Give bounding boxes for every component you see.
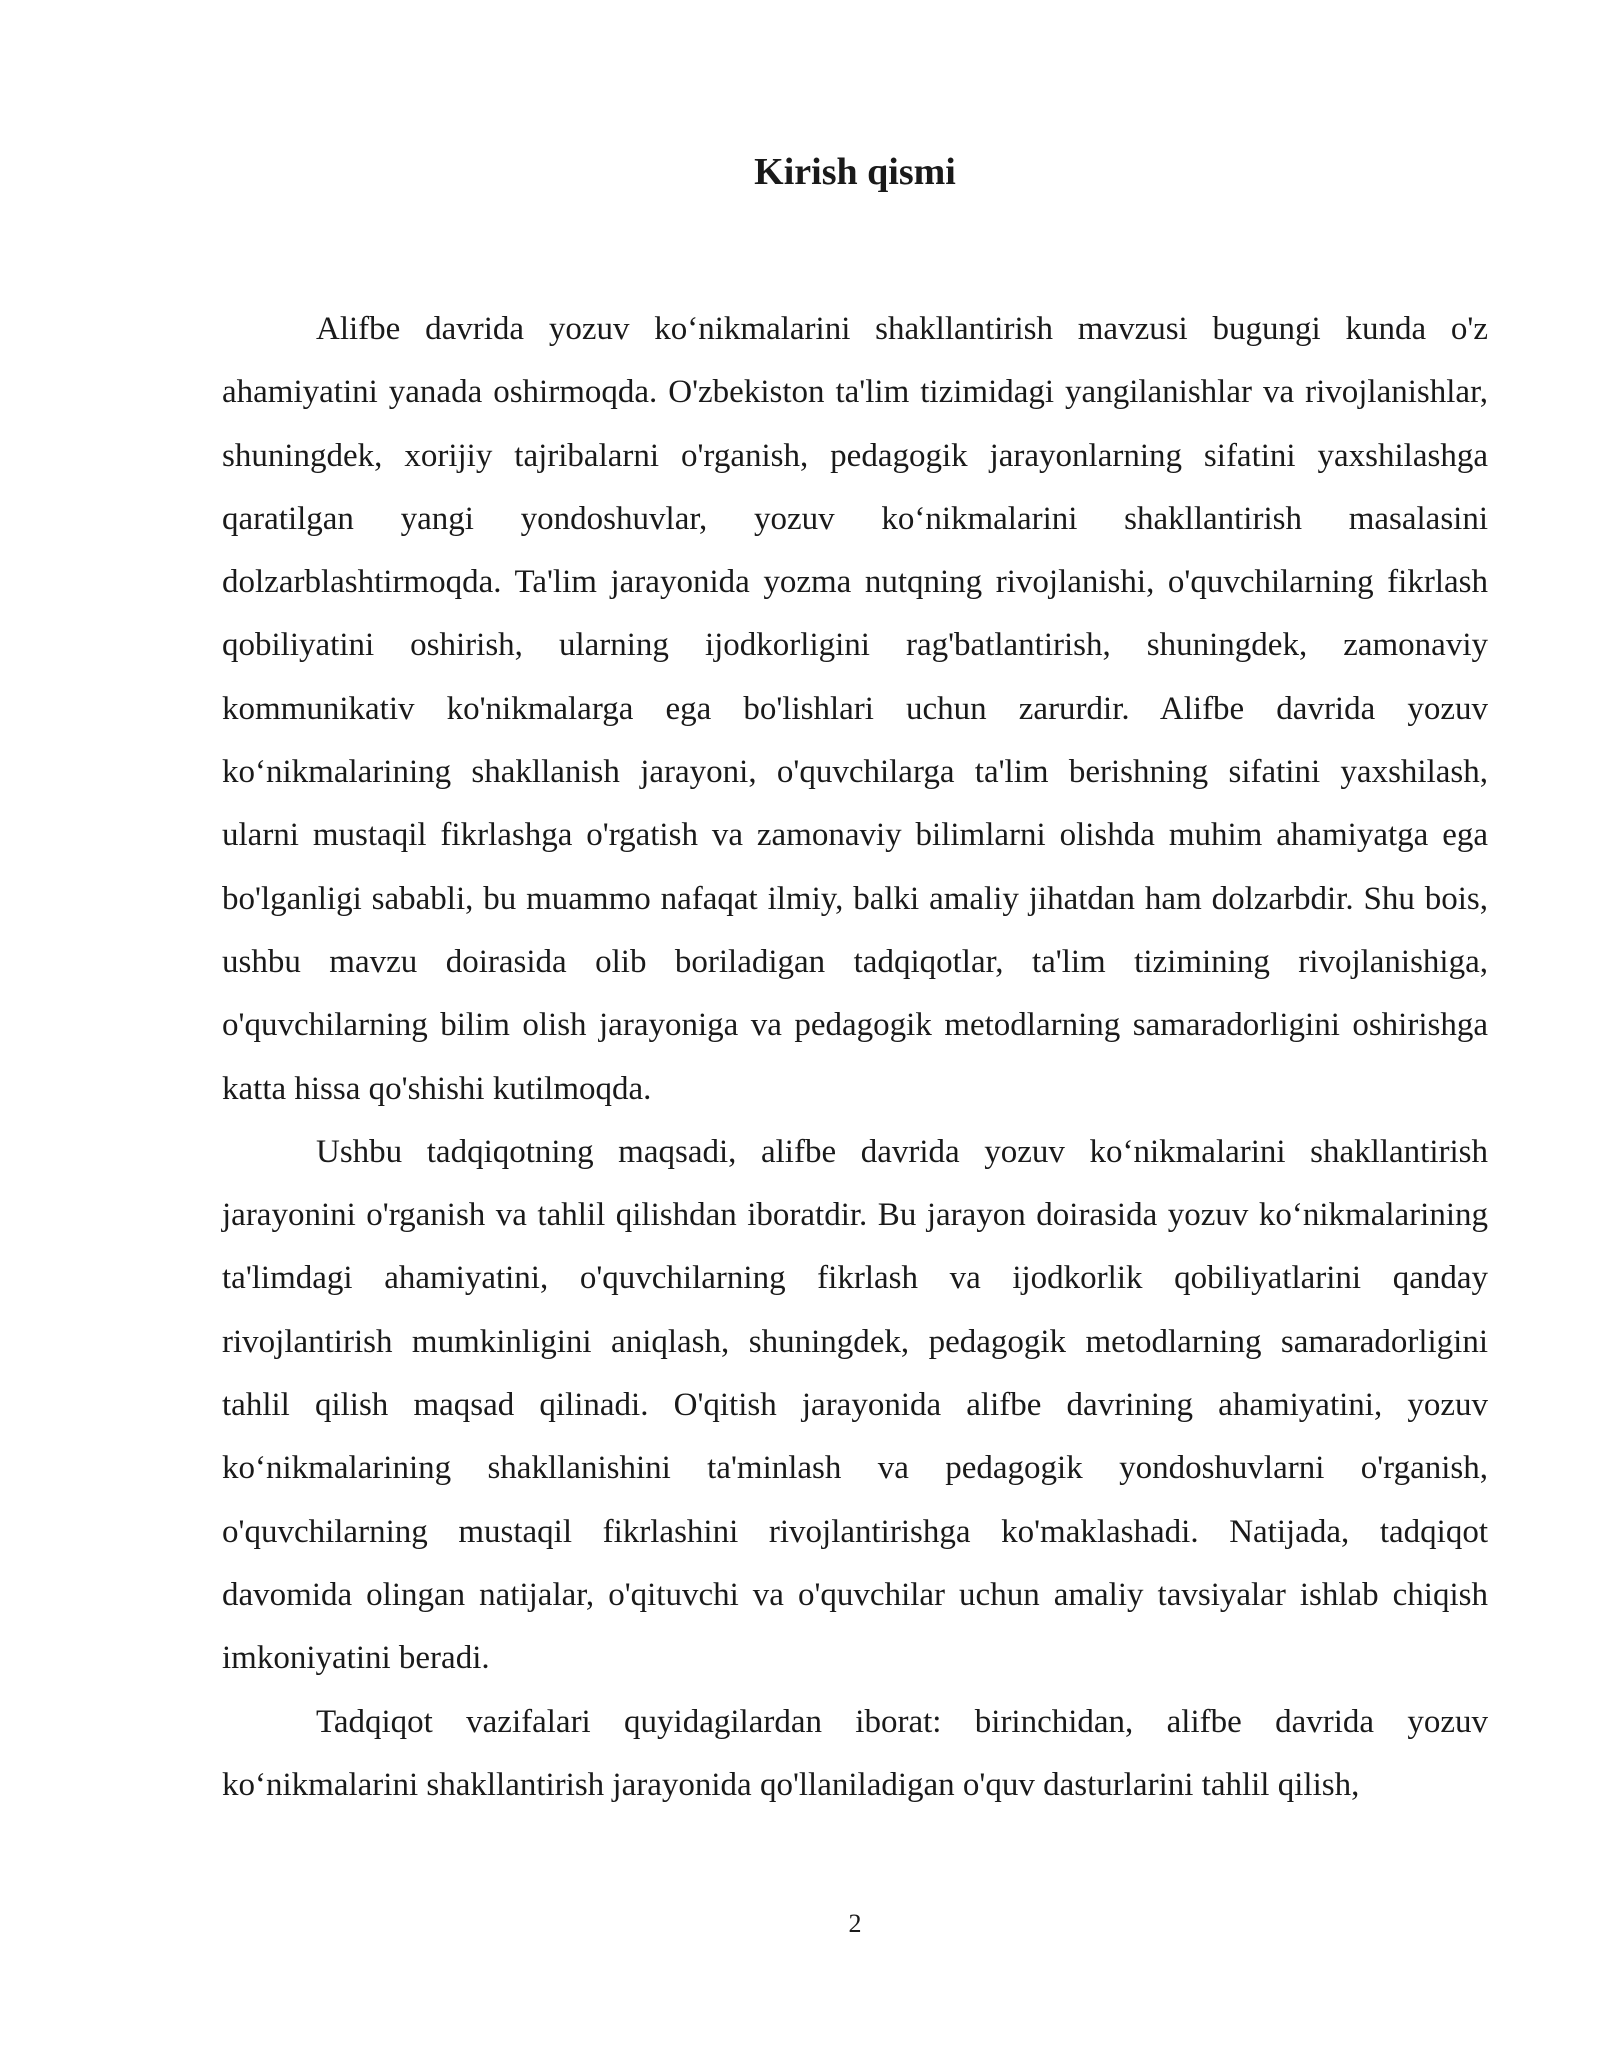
paragraph-research-goal: Ushbu tadqiqotning maqsadi, alifbe davrida yozuv ko‘nikmalarini shakllantirish jarayonini o'rganish va tahlil qilishdan iboratdir. Bu jarayon doirasida yozuv ko‘nikmalarining ta'limdagi ahamiyatini, o'quvchilarning fikrlash va ijodkorlik qobiliyatlarini qanday rivojlantirish mumkinligini aniqlash, shuningdek, pedagogik metodlarning samaradorligini tahlil qilish maqsad qilinadi. O'qitish jarayonida alifbe davrining ahamiyatini, yozuv ko‘nikmalarining shakllanishini ta'minlash va pedagogik yondoshuvlarni o'rganish, o'quvchilarning mustaqil fikrlashini rivojlantirishga ko'maklashadi. Natijada, tadqiqot davomida olingan natijalar, o'qituvchi va o'quvchilar uchun amaliy tavsiyalar ishlab chiqish imkoniyatini beradi. xyxy=(222,1133,1488,1677)
body-text xyxy=(222,298,1488,1817)
page-number: 2 xyxy=(848,1909,862,1938)
paragraph-introduction-relevance: Alifbe davrida yozuv ko‘nikmalarini shakllantirish mavzusi bugungi kunda o'z ahamiyatini yanada oshirmoqda. O'zbekiston ta'lim tizimidagi yangilanishlar va rivojlanishlar, shuningdek, xorijiy tajribalarni o'rganish, pedagogik jarayonlarning sifatini yaxshilashga qaratilgan yangi yondoshuvlar, yozuv ko‘nikmalarini shakllantirish masalasini dolzarblashtirmoqda. Ta'lim jarayonida yozma nutqning rivojlanishi, o'quvchilarning fikrlash qobiliyatini oshirish, ularning ijodkorligini rag'batlantirish, shuningdek, zamonaviy kommunikativ ko'nikmalarga ega bo'lishlari uchun zarurdir. Alifbe davrida yozuv ko‘nikmalarining shakllanish jarayoni, o'quvchilarga ta'lim berishning sifatini yaxshilash, ularni mustaqil fikrlashga o'rgatish va zamonaviy bilimlarni olishda muhim ahamiyatga ega bo'lganligi sababli, bu muammo nafaqat ilmiy, balki amaliy jihatdan ham dolzarbdir. Shu bois, ushbu mavzu doirasida olib boriladigan tadqiqotlar, ta'lim tizimining rivojlanishiga, o'quvchilarning bilim olish jarayoniga va pedagogik metodlarning samaradorligini oshirishga katta hissa qo'shishi kutilmoqda. xyxy=(222,311,1488,1107)
page-title: Kirish qismi xyxy=(754,151,956,193)
paragraph-research-tasks: Tadqiqot vazifalari quyidagilardan iborat: birinchidan, alifbe davrida yozuv ko‘nikmalarini shakllantirish jarayonida qo'llaniladigan o'quv dasturlarini tahlil qilish, xyxy=(222,1703,1488,1803)
